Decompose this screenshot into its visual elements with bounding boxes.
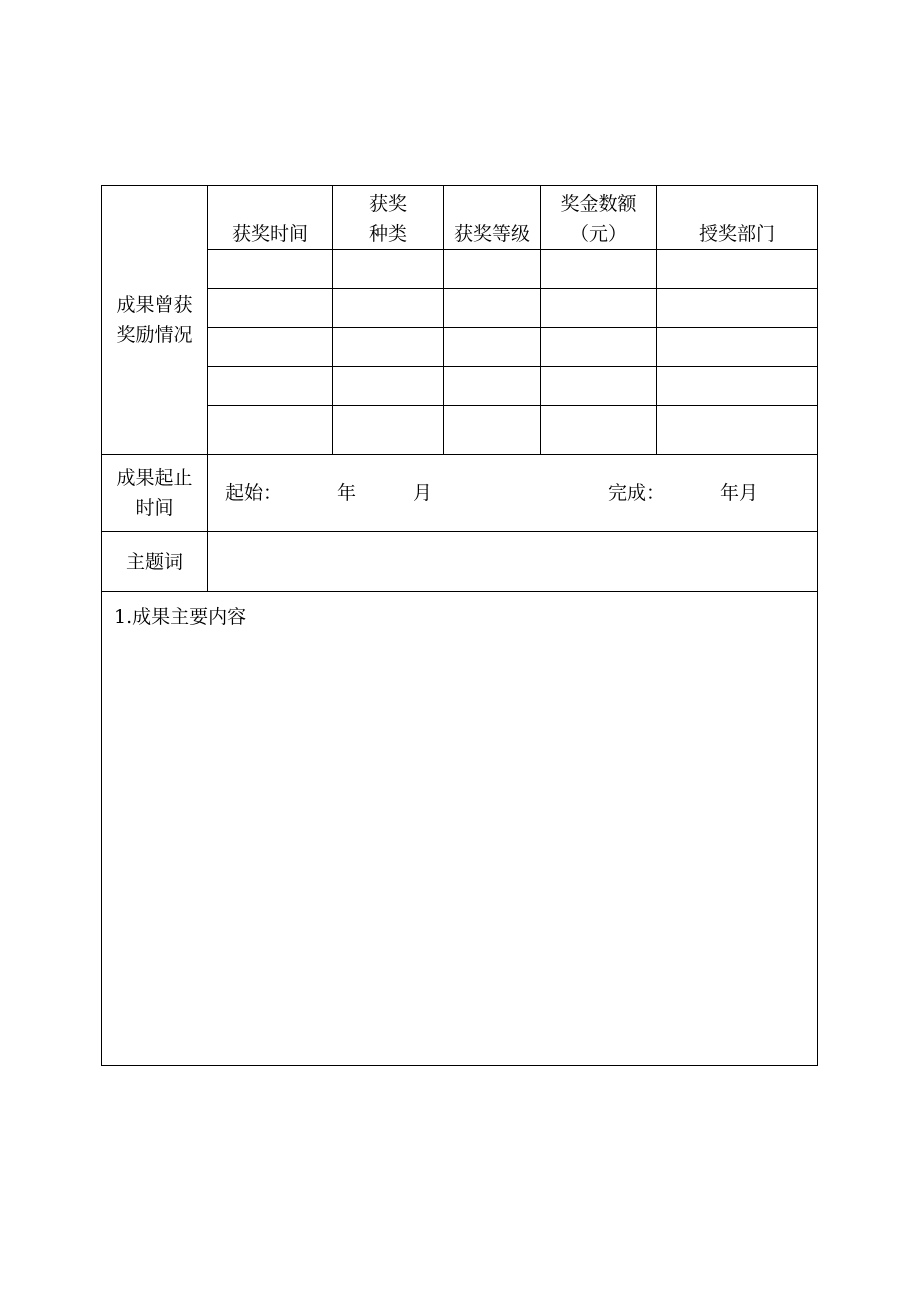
award-cell[interactable] bbox=[444, 367, 541, 406]
keywords-label: 主题词 bbox=[102, 532, 208, 592]
content-field[interactable] bbox=[102, 592, 818, 1066]
period-value-cell[interactable] bbox=[208, 455, 818, 532]
content-row bbox=[102, 592, 818, 1066]
header-award-department: 授奖部门 bbox=[657, 186, 818, 250]
award-cell[interactable] bbox=[657, 328, 818, 367]
award-row bbox=[102, 367, 818, 406]
award-cell[interactable] bbox=[444, 406, 541, 455]
award-cell[interactable] bbox=[657, 250, 818, 289]
start-label: 起始： bbox=[225, 482, 283, 504]
awards-label-line2: 奖励情况 bbox=[116, 324, 193, 346]
header-award-time: 获奖时间 bbox=[208, 186, 333, 250]
award-row bbox=[102, 406, 818, 455]
award-row bbox=[102, 289, 818, 328]
award-cell[interactable] bbox=[333, 367, 444, 406]
header-award-grade: 获奖等级 bbox=[444, 186, 541, 250]
award-cell[interactable] bbox=[541, 250, 657, 289]
awards-label-line1: 成果曾获 bbox=[116, 294, 193, 316]
awards-section-label bbox=[102, 186, 208, 455]
award-cell[interactable] bbox=[541, 289, 657, 328]
award-cell[interactable] bbox=[657, 406, 818, 455]
keywords-field[interactable] bbox=[208, 532, 818, 592]
award-cell[interactable] bbox=[333, 328, 444, 367]
award-cell[interactable] bbox=[208, 250, 333, 289]
header-award-amount: 奖金数额 （元） bbox=[541, 186, 657, 250]
award-cell[interactable] bbox=[541, 367, 657, 406]
award-cell[interactable] bbox=[657, 367, 818, 406]
award-cell[interactable] bbox=[657, 289, 818, 328]
award-cell[interactable] bbox=[208, 289, 333, 328]
award-cell[interactable] bbox=[333, 289, 444, 328]
award-cell[interactable] bbox=[333, 406, 444, 455]
keywords-row bbox=[102, 532, 818, 592]
achievement-form-table bbox=[101, 185, 818, 1066]
header-award-type: 获奖 种类 bbox=[333, 186, 444, 250]
end-year-month-label: 年月 bbox=[720, 482, 759, 504]
award-cell[interactable] bbox=[444, 289, 541, 328]
award-cell[interactable] bbox=[444, 250, 541, 289]
award-cell[interactable] bbox=[541, 406, 657, 455]
start-year-label: 年 bbox=[337, 482, 357, 504]
award-cell[interactable] bbox=[444, 328, 541, 367]
content-heading: 1.成果主要内容 bbox=[114, 606, 247, 628]
end-label: 完成： bbox=[608, 482, 666, 504]
award-cell[interactable] bbox=[208, 328, 333, 367]
award-row bbox=[102, 250, 818, 289]
award-row bbox=[102, 328, 818, 367]
awards-header-row bbox=[102, 186, 818, 250]
award-cell[interactable] bbox=[208, 367, 333, 406]
award-cell[interactable] bbox=[208, 406, 333, 455]
period-label bbox=[102, 455, 208, 532]
award-cell[interactable] bbox=[541, 328, 657, 367]
start-month-label: 月 bbox=[413, 482, 433, 504]
award-cell[interactable] bbox=[333, 250, 444, 289]
period-label-line1: 成果起止 bbox=[116, 467, 193, 489]
period-label-line2: 时间 bbox=[135, 497, 174, 519]
period-row bbox=[102, 455, 818, 532]
